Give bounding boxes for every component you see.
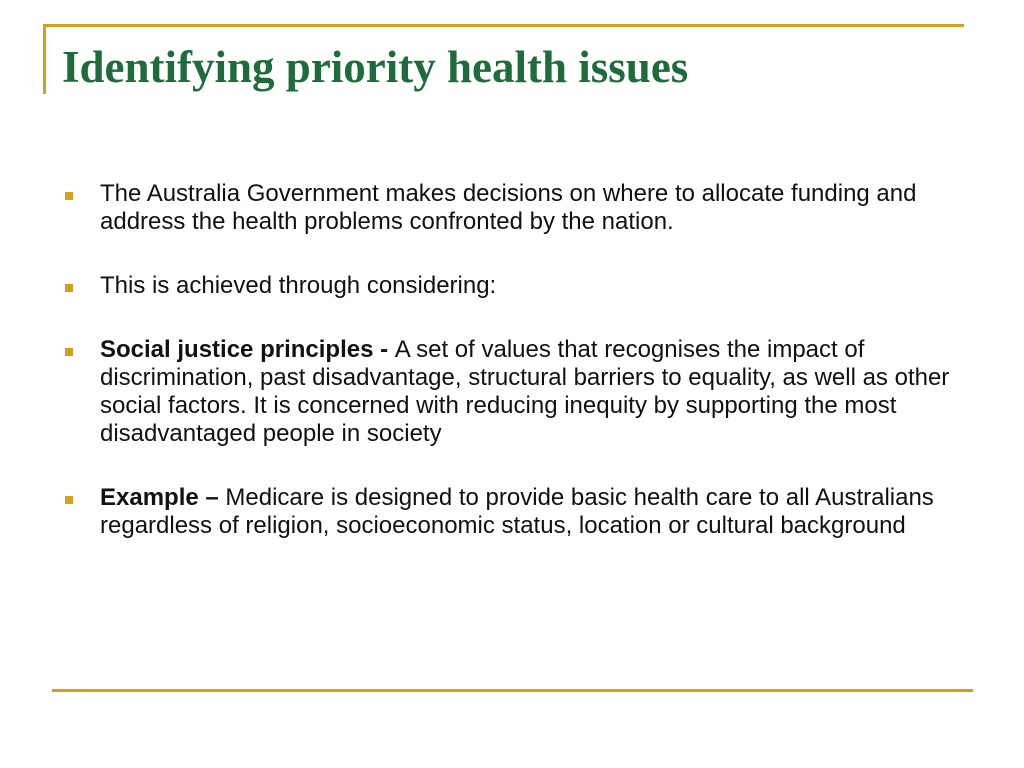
bullet-text: This is achieved through considering: bbox=[100, 272, 497, 299]
square-bullet-icon bbox=[65, 284, 73, 292]
bullet-item-example bbox=[60, 484, 970, 540]
bullet-text: The Australia Government makes decisions on where to allocate funding and address the health problems confronted by the nation. bbox=[100, 180, 917, 235]
square-bullet-icon bbox=[65, 496, 73, 504]
square-bullet-icon bbox=[65, 192, 73, 200]
bullet-lead-term: Social justice principles - bbox=[100, 336, 395, 363]
frame-top-rule bbox=[43, 24, 964, 27]
bullet-text: Medicare is designed to provide basic health care to all Australians regardless of religion, socioeconomic status, location or cultural background bbox=[100, 484, 934, 539]
bullet-list bbox=[60, 180, 970, 540]
square-bullet-icon bbox=[65, 348, 73, 356]
bullet-lead-term: Example – bbox=[100, 484, 226, 511]
frame-bottom-rule bbox=[52, 689, 973, 692]
bullet-text: A set of values that recognises the impact of discrimination, past disadvantage, structural barriers to equality, as well as other social factors. It is concerned with reducing inequity by supporting the most disadvantaged people in society bbox=[100, 336, 950, 447]
frame-left-rule bbox=[43, 24, 46, 94]
bullet-item-considering bbox=[60, 272, 970, 300]
slide-title: Identifying priority health issues bbox=[62, 42, 689, 92]
bullet-item-government bbox=[60, 180, 970, 236]
bullet-item-social-justice bbox=[60, 336, 970, 448]
